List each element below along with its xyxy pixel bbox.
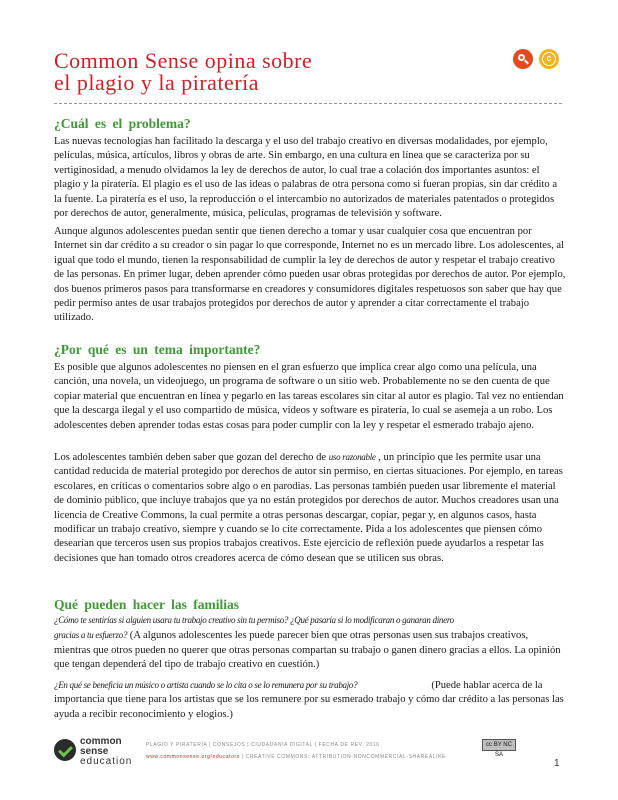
paragraph-importance-2	[54, 450, 566, 566]
fair-use-intro: Los adolescentes también deben saber que gozan del derecho de	[54, 452, 329, 463]
creative-commons-badge: cc BY NC SA	[482, 739, 516, 751]
question-1-answer: (A algunos adolescentes les puede parecer bien que otras personas usen sus trabajos creativos, mientras que otros pueden no querer que otras personas compartan su trabajo o ganen dinero gracias a ellos. La opinión que tengan dependerá del tipo de trabajo creativo en cuestión.)	[54, 630, 561, 671]
paragraph-importance-1: Es posible que algunos adolescentes no piensen en el gran esfuerzo que implica crear algo como una película, una canción, una novela, un videojuego, un programa de software o un sitio web. Probablemente no se den cuenta de que copiar material que encuentran en línea y pegarlo en las tareas escolares sin citar al autor es plagio. Tal vez no entiendan que la descarga ilegal y el uso compartido de música, videos y software es piratería, lo cual se asemeja a un robo. Los adolescentes deben aprender todas estas cosas para poder cumplir con la ley y respetar el esmerado trabajo ajeno.	[54, 362, 564, 431]
footer-license-line	[146, 754, 446, 760]
copyright-icon: c	[539, 49, 559, 69]
fair-use-body: , un principio que les permite usar una cantidad reducida de material protegido por derechos de autor sin permiso, en ciertas situaciones. Por ejemplo, en tareas escolares, en críticas o comentarios sobre algo o en parodias. Las personas también pueden usar libremente el material de dominio público, que incluye trabajos que ya no están protegidos por derechos de autor. Muchos creadores usan una licencia de Creative Commons, la cual permite a otras personas descargar, copiar, pegar y, en algunos casos, hasta modificar un trabajo creativo, siempre y cuando se lo cite correctamente. Pida a los adolescentes que piensen cómo desearían que terceros usen sus propios trabajos creativos. Este ejercicio de reflexión puede ayudarlos a respetar las decisiones que han tomado otros creadores acerca de cómo desean que se utilicen sus obras.	[54, 452, 563, 564]
search-icon	[513, 49, 533, 69]
paragraph-problem-2: Aunque algunos adolescentes puedan sentir que tienen derecho a tomar y usar cualquier cosa que encuentran por Internet sin dar crédito a su creador o sin pagar lo que corresponde, Internet no es un mercado libre. Los adolescentes, al igual que todo el mundo, tienen la responsabilidad de cumplir la ley de derechos de autor y respetar el trabajo creativo de las personas. En primer lugar, deben aprender cómo pueden usar obras protegidas por derechos de autor. Por ejemplo, dos buenos primeros pasos para transformarse en creadores y consumidores digitales respetuosos son saber que hay que pedir permiso antes de usar trabajos protegidos por derechos de autor y aprender a citar correctamente el trabajo utilizado.	[54, 226, 566, 324]
logo-word-sense: sense	[80, 746, 109, 757]
section-heading-importance: ¿Por qué es un tema importante?	[54, 342, 261, 357]
checkmark-icon	[54, 739, 76, 761]
fair-use-term: uso razonable	[328, 452, 376, 462]
header-divider	[54, 103, 562, 104]
logo-word-education: education	[80, 756, 133, 767]
question-1	[54, 613, 566, 673]
logo-text	[80, 737, 132, 767]
title-line-2: el plagio y la piratería	[54, 70, 260, 95]
page-number: 1	[554, 758, 560, 769]
common-sense-logo	[54, 737, 134, 773]
header-icons	[513, 49, 563, 71]
section-heading-families: Qué pueden hacer las familias	[54, 597, 240, 612]
question-1-text: ¿Cómo te sentirías si alguien usara tu trabajo creativo sin tu permiso? ¿Qué pasaría si lo modificaran o ganaran dinero	[54, 615, 454, 625]
question-2-text: ¿En qué se beneficia un músico o artista cuando se lo cita o se lo remunera por su trabajo?	[54, 680, 358, 690]
paragraph-problem-1: Las nuevas tecnologías han facilitado la descarga y el uso del trabajo creativo en diversas modalidades, por ejemplo, películas, música, artículos, libros y obras de arte. Sin embargo, en una cultura en línea que se caracteriza por su vertiginosidad, a menudo olvidamos la ley de derechos de autor, lo cual trae a colación dos importantes asuntos: el plagio y la piratería. El plagio es el uso de las ideas o palabras de otra persona como si fueran propias, sin dar crédito a la fuente. La piratería es el uso, la reproducción o el intercambio no autorizados de materiales patentados o protegidos por derechos de autor, generalmente, música, películas, programas de televisión y software.	[54, 136, 558, 220]
page-title	[54, 50, 394, 94]
question-2-answer: (Puede hablar acerca de la importancia que tiene para los artistas que se los remunere por su esmerado trabajo y cómo dar crédito a las personas las ayuda a recibir reconocimiento y elogios.)	[54, 680, 564, 720]
page-footer	[0, 733, 618, 800]
question-2	[54, 678, 566, 722]
footer-license-text: | CREATIVE COMMONS: ATTRIBUTION-NONCOMMERCIAL-SHAREALIKE	[239, 754, 446, 760]
title-line-1: Common Sense opina sobre	[54, 48, 313, 73]
footer-meta-line: PLAGIO Y PIRATERÍA | CONSEJOS | CIUDADANÍA DIGITAL | FECHA DE REV. 2016	[146, 742, 380, 748]
logo-word-common: common	[80, 736, 122, 747]
section-heading-problem: ¿Cuál es el problema?	[54, 116, 191, 131]
footer-url-link[interactable]: www.commonsense.org/educators	[146, 754, 240, 760]
question-1-text-cont: gracias a tu esfuerzo?	[54, 630, 128, 641]
